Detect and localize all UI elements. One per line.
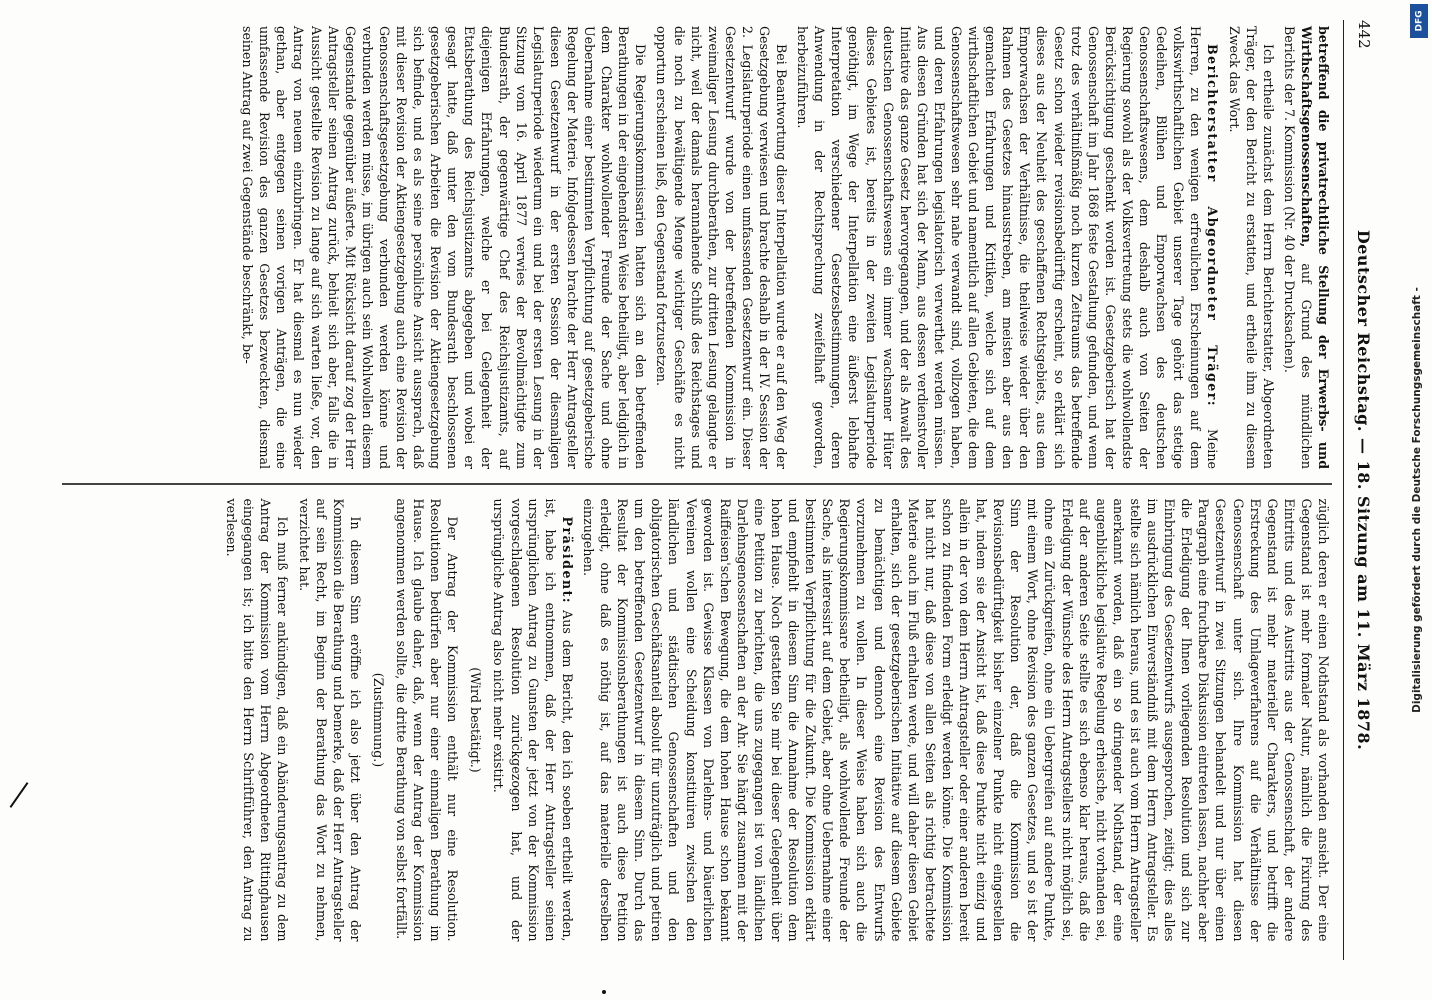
- paragraph: Ich ertheile zunächst dem Herrn Berichterstatter, Abgeordneten Träger, der den Bericht zu erstatten, und ertheile ihm zu diesem Zweck das Wort.: [1226, 26, 1276, 469]
- speech-paragraph: [490, 499, 575, 942]
- speaker-label: Berichterstatter Abgeordneter Träger:: [1205, 44, 1221, 408]
- digitization-note-text: Digitalisierung gefördert durch die Deutsche Forschungsgemeinschaft -: [1411, 287, 1423, 713]
- assent-note: (Zustimmung.): [370, 672, 386, 768]
- page-header: [1343, 20, 1384, 960]
- speaker-label: Präsident:: [559, 516, 575, 605]
- agenda-title-lead: betreffend die privatrechtliche Stellung der Erwerbs- und Wirthschaftsgenossenschaften,: [1298, 26, 1331, 469]
- running-title: Deutscher Reichstag. — 18. Sitzung am 11. März 1878.: [1354, 229, 1374, 751]
- paragraph: Der Antrag der Kommission enthält nur eine Resolution. Resolutionen bedürfen aber nur einer einmaligen Berathung im Hause. Ich glaube daher, daß, wenn der Antrag der Kommission angenommen werden sollte, die dritte Berathung von selbst fortfällt.: [394, 498, 461, 942]
- column-divider: [62, 483, 1332, 485]
- assent-note: (Wird bestätigt.): [468, 667, 484, 773]
- paragraph: In diesem Sinn eröffne ich also jetzt über den Antrag der Kommission die Berathung und bemerke, daß der Herr Antragsteller auf sein Recht, im Beginn der Berathung das Wort zu nehmen, verzichtet hat.: [296, 498, 363, 942]
- speech-text: Aus dem Bericht, den ich soeben ertheilt werden, ist, habe ich entnommen, daß der Herr Antragsteller seinen ursprünglichen Antrag zu Gunsten der jetzt von der Kommission vorgeschlagenen Resolution zurückgezogen hat, und der ursprüngliche Antrag also nicht mehr existirt.: [491, 498, 575, 942]
- left-column: [62, 20, 1332, 475]
- speech-text: Meine Herren, zu den wenigen erfreulichen Erscheinungen auf dem volkswirthschaftlichen Gebiet unserer Tage gehört das stetige Gedeihen, Blühen und Emporwachsen des deutschen Genossenschaftswesens, dem deshalb auch von Seiten der Regierung sowohl als der Volksvertretung stets die wohlwollendste Berücksichtigung geschenkt worden ist. Gesetzgeberisch hat der Genossenschaft im Jahr 1868 feste Gestaltung gefunden, und wenn trotz des verhältnißmäßig noch kurzen Zeitraums das betreffende Gesetz schon wieder revisionsbedürftig erscheint, so erklärt sich dieses aus der Neuheit des geschaffenen Rechtsgebiets, aus dem Emporwachsen der Verhältnisse, die theilweise wieder über den Rahmen des Gesetzes hinausstreben, am meisten aber aus den gemachten Erfahrungen und Kritiken, welche sich auf dem wirthschaftlichen Gebiet und namentlich auf allen Gebieten, die dem Genossenschaftswesen sehr nahe verwandt sind, vollzogen haben, und deren Erfahrungen legislatorisch verwerthet werden müssen. Aus diesen Gründen hat sich der Mann, aus dessen verdienstvoller Initiative das ganze Gesetz hervorgegangen, und der als Anwalt des deutschen Genossenschaftswesens ein immer wachsamer Hüter dieses Gebietes ist, bereits in der zweiten Legislaturperiode genöthigt, im Wege der Interpellation eine äußerst lebhafte Interpretation verschiedener Gesetzesbestimmungen, deren Anwendung in der Rechtsprechung zweifelhaft geworden, herbeizuführen.: [795, 26, 1221, 469]
- dfg-logo-text: DFG: [1414, 10, 1425, 32]
- page-frame: [54, 20, 1384, 960]
- page-number: 442: [1355, 20, 1373, 49]
- paragraph: Die Regierungskommissarien hatten sich an den betreffenden Berathungen in der eingehendsten Weise betheiligt, aber lediglich in dem Charakter wohlwollender Freunde der Sache und ohne Uebernahme einer bestimmten Verpflichtung auf gesetzgeberische Regelung der Materie. Infolgedessen brachte der Herr Antragsteller diesen Gesetzentwurf in der ersten Session der diesmaligen Legislaturperiode wiederum ein und bei der ersten Lesung in der Sitzung vom 16. April 1877 verwies der Bevollmächtigte zum Bundesrath, der gegenwärtige Chef des Reichsjustizamts, auf diejenigen Erfahrungen, welche er bei Gelegenheit der Etatsberathung des Reichsjustizamts abgegeben und wobei er gesagt hatte, daß unter den vom Bundesrath beschlossenen gesetzgeberischen Arbeiten die Revision der Aktiengesetzgebung sich befinde, und es als seine persönliche Ansicht aussprach, daß mit dieser Revision der Aktiengesetzgebung auch eine Revision der Genossenschaftsgesetzgebung verbunden werden könne und verbunden werden müsse, im übrigen auch sein Wohlwollen diesem Gegenstande gegenüber äußerte. Mit Rücksicht darauf zog der Herr Antragsteller seinen Antrag zurück, behielt sich aber, falls die in Aussicht gestellte Revision zu lange auf sich warten ließe, vor, den Antrag von neuem einzubringen. Er hat diesmal es nun wieder gethan, aber entgegen seinen vorigen Anträgen, die eine umfassende Revision des ganzen Gesetzes bezweckten, diesmal seinen Antrag auf zwei Gegenstände beschränkt, be-: [240, 26, 649, 469]
- text-columns: [62, 20, 1332, 960]
- paragraph: Bei Beantwortung dieser Interpellation wurde er auf den Weg der Gesetzgebung verwiesen und brachte deshalb in der IV. Session der 2. Legislaturperiode einen umfassenden Gesetzentwurf ein. Dieser Gesetzentwurf wurde von der betreffenden Kommission in zweimaliger Lesung durchberathen, zur dritten Lesung gelangte er nicht, weil der damals herannahende Schluß des Reichstages und die noch zu bewältigende Menge wichtiger Geschäfte es nicht opportun erscheinen ließ, den Gegenstand fortzusetzen.: [654, 26, 790, 469]
- speech-paragraph: [794, 26, 1221, 469]
- paragraph: Ich muß ferner ankündigen, daß ein Abänderungsantrag zu dem Antrag der Kommission vom Herrn Abgeordneten Rittinghausen eingegangen ist; ich bitte den Herrn Schriftführer, den Antrag zu verlesen.: [224, 498, 291, 942]
- agenda-title-rest: auf Grund des mündlichen Berichts der 7. Kommission (Nr. 40 der Drucksachen).: [1281, 26, 1314, 469]
- scan-dot: [602, 990, 606, 994]
- digitization-note: [1406, 0, 1428, 1000]
- agenda-title: [1281, 26, 1332, 469]
- paragraph: züglich deren er einen Nothstand als vorhanden ansieht. Der eine Gegenstand ist mehr formaler Natur, nämlich die Fixirung des Eintritts und des Austritts aus der Genossenschaft, der andere Gegenstand ist mehr materieller Charakters, und betrifft die Erstreckung des Umlageverfahrens auf die Verhältnisse der Genossenschaft unter sich. Ihre Kommission hat diesen Gesetzentwurf in zwei Sitzungen behandelt und nur über einen Paragraph eine fruchtbare Diskussion eintreten lassen, nachher aber die Erledigung der Ihnen vorliegenden Resolution und sich zur Einbringung des Gesetzentwurfs ausgesprochen, zeitigt; dies alles im ausdrücklichen Einverständniß mit dem Herrn Antragsteller. Es stellte sich nämlich heraus, und es ist auch vom Herrn Antragsteller anerkannt worden, daß ein so dringender Nothstand, der eine augenblickliche legislative Regelung erheische, nicht vorhanden sei, auf der anderen Seite stellte es sich ebenso klar heraus, daß die Erledigung der Wünsche des Herrn Antragstellers nicht möglich sei, ohne ein Zurückgreifen, ohne ein Uebergreifen auf andere Punkte, mit einem Wort, ohne Revision des ganzen Gesetzes, und so ist der Sinn der Resolution der, daß die Kommission die Revisionsbedürftigkeit bisher einzelner Punkte nicht eingestellen hat, indem sie der Ansicht ist, daß diese Punkte nicht einzig und allein in der von dem Herrn Antragsteller oder einer anderen bereit schon zu findenden Form erledigt werden könne. Die Kommission hat nicht nur, daß diese von allen Seiten als richtig betrachtete Materie auch im Fluß erhalten werde, und will daher diesen Gebiet erhalten, sich der gesetzgeberischen Initiative auf diesem Gebiete zu bemächtigen und dennoch eine Revision des Entwurfs vorzunehmen zu wollen. In dieser Weise haben sich auch die Regierungskommissare betheiligt, als wohlwollende Freunde der Sache, als interessirt auf dem Gebiet, aber ohne Uebernahme einer bestimmten Verpflichtung für die Zukunft. Die Kommission erklärt und empfiehlt in diesem Sinn die Annahme der Resolution dem hohen Hause. Noch gestatten Sie mir bei dieser Gelegenheit über eine Petition zu berichten, die uns zugegangen ist von ländlichen Darlehnsgenossenschaften an der Ahr. Sie hängt zusammen mit der Raiffeisen'schen Bewegung, die dem hohen Hause schon bekannt geworden ist. Gewisse Klassen von Darlehns- und bäuerlichen Vereinen wollen eine Scheidung konstituiren zwischen den ländlichen und städtischen Genossenschaften und den obligatorischen Geschäftsanteil absolut für unzuträglich und petiren um den betreffenden Gesetzentwurf in diesem Sinn. Durch das Resultat der Kommissionsberathungen ist auch diese Petition erledigt, ohne daß es nöthig ist, auf das materielle derselben einzugehen.: [580, 498, 1331, 942]
- right-column: [62, 493, 1332, 948]
